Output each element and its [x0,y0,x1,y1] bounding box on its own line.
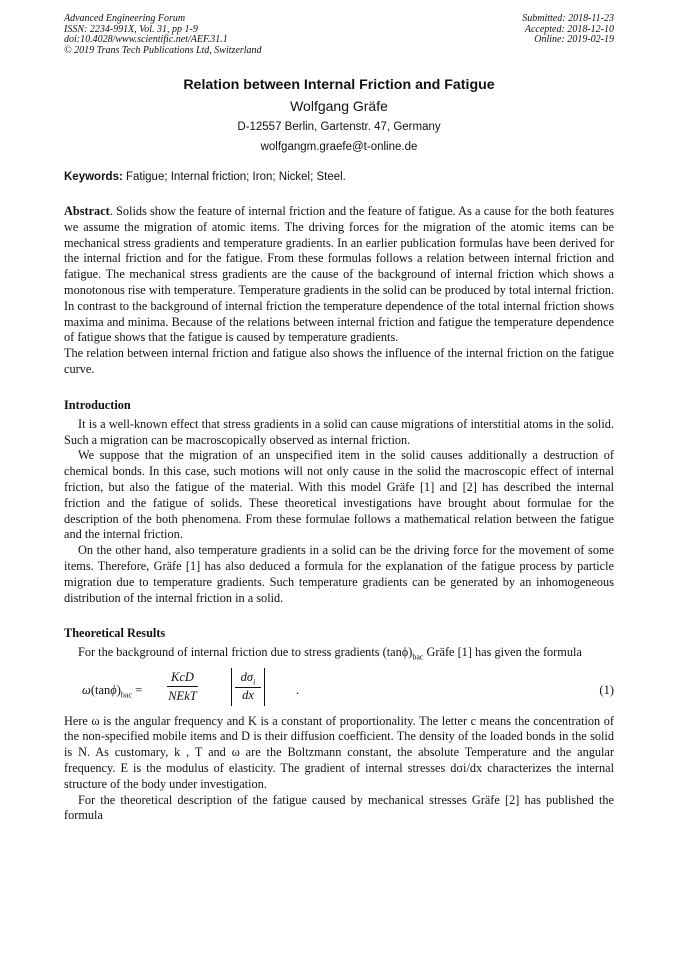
fraction [167,670,198,704]
intro-paragraph-2: We suppose that the migration of an unspecified item in the solid causes additionally a destruction of chemical bonds. In this case, such motions will not only cause in the solid the macroscopic effect of internal friction, but also the fatigue of the material. With this model Gräfe [1] and [2] has described the internal friction and the fatigue of solids. These theoretical investigations have brought about formulae for the description of the both phenomena. From these formulae follows a mathematical relation between the fatigue and the internal friction. [64,448,614,542]
theory-paragraph-3: For the theoretical description of the fatigue caused by mechanical stresses Gräfe [2] has published the formula [64,792,614,823]
bac-subscript-eq: bac [120,690,133,700]
intro-paragraph-1: It is a well-known effect that stress gradients in a solid can cause migrations of interstitial atoms in the solid. Such a migration can be macroscopically observed as internal friction. [64,416,614,447]
fraction-denominator: NEkT [168,688,197,703]
omega-symbol: ω [82,682,91,697]
journal-name: Advanced Engineering Forum [64,13,186,24]
doi-line: doi:10.4028/www.scientific.net/AEF.31.1 [64,34,228,45]
phi-symbol: ϕ [401,645,409,660]
gradient-abs [231,668,265,706]
equation-period: . [296,682,300,697]
theory-p1-text-b: Gräfe [1] has given the formula [423,645,582,660]
journal-header [64,14,614,56]
keywords-label: Keywords: [64,171,123,183]
header-left [64,14,262,56]
issn-line: ISSN: 2234-991X, Vol. 31, pp 1-9 [64,23,198,35]
phi-symbol-eq: ϕ [110,682,117,697]
header-right [522,14,614,56]
paper-title: Relation between Internal Friction and Fatigue [183,77,495,93]
accepted-date: Accepted: 2018-12-10 [524,23,614,35]
submitted-date: Submitted: 2018-11-23 [522,13,614,24]
abstract-paragraph-2: The relation between internal friction and fatigue also shows the influence of the internal friction on the fatigue curve. [64,346,614,376]
equation-lhs [82,683,142,700]
introduction-heading: Introduction [64,397,131,412]
theory-p1-text-a: For the background of internal friction due to stress gradients (tan [78,645,402,660]
keywords [64,171,614,183]
theory-paragraph-2: Here ω is the angular frequency and K is a constant of proportionality. The letter c means the concentration of the non-specified mobile items and D is their diffusion coefficient. The density of the loaded bonds in the solid is N. As customary, k , T and ω are the Boltzmann constant, the absolute Temperature and the angular frequency. E is the modulus of elasticity. The gradient of internal stresses dσi/dx characterizes the internal structure of the body under investigation. [64,713,614,791]
author-name: Wolfgang Gräfe [290,98,388,114]
equals-sign: = [132,682,143,697]
theory-paragraph-1: For the background of internal friction due to stress gradients $(\tan\phi)_{bac}$ Gräfe [1] has given the formula [78,645,582,662]
fraction-numerator: KcD [167,670,198,687]
equation-number: (1) [599,682,614,697]
intro-paragraph-3: On the other hand, also temperature gradients in a solid can be the driving force for the movement of some items. Therefore, Gräfe [1] has also deduced a formula for the explanation of the fatigue process by particle migration due to temperature gradients. Such temperature gradients can be generated by an inhomogeneous distribution of the internal friction in a solid. [64,543,614,605]
bac-subscript: bac [412,652,424,662]
online-date: Online: 2019-02-19 [534,34,614,45]
paper-page [64,14,614,824]
equation-1 [64,668,614,712]
tan-text: (tan [90,682,111,697]
gradient-denominator: dx [242,688,254,703]
d-sigma: dσ [240,669,254,684]
abstract-paragraph [64,204,614,346]
author-address: D-12557 Berlin, Gartenstr. 47, Germany [237,121,441,133]
theoretical-results-heading: Theoretical Results [64,626,166,641]
copyright-line: © 2019 Trans Tech Publications Ltd, Switzerland [64,44,262,56]
sigma-subscript: i [253,677,256,687]
keywords-text: Fatigue; Internal friction; Iron; Nickel; Steel. [122,171,346,183]
gradient-numerator [235,670,261,689]
abstract-label: Abstract [64,204,110,218]
close-paren: ) [116,682,121,697]
abstract-text: . Solids show the feature of internal friction and the feature of fatigue. As a cause for the both features we assume the migration of atomic items. The driving forces for the migration of the atomic items can be mechanical stress gradients and temperature gradients. In an earlier publication formulas have been derived for the internal friction and for the fatigue. From these formulas follows a relation between internal friction and fatigue. The mechanical stress gradients are the cause of the background of internal friction which shows a monotonous rise with temperature. Temperature gradients in the solid can be produced by total internal friction. In contrast to the background of internal friction the temperature dependence of the total internal friction shows maxima and minima. Because of the relations between internal friction and fatigue the temperature dependence of fatigue shows that the fatigue is caused by temperature gradients. [64,204,614,345]
author-email[interactable]: wolfgangm.graefe@t-online.de [260,141,418,153]
